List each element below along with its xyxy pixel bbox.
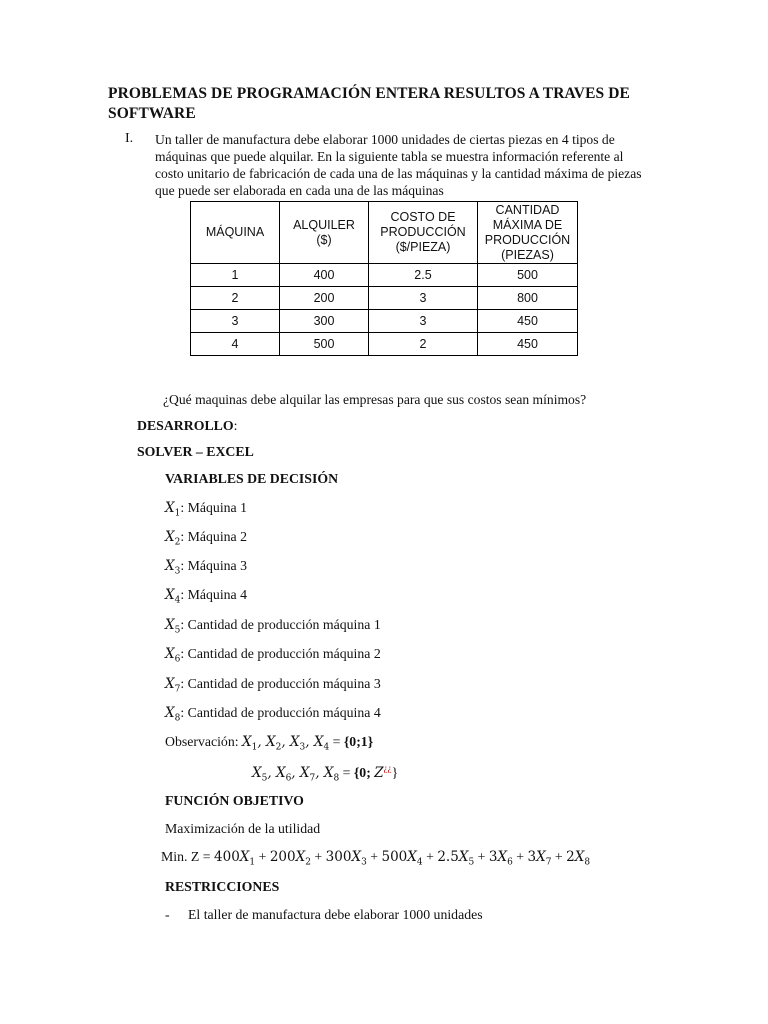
variable-item xyxy=(165,617,381,636)
variable-symbol xyxy=(165,500,181,519)
table-cell: 2 xyxy=(191,287,280,310)
objective-term: $2X_8$ xyxy=(566,849,591,868)
variable-label: : Cantidad de producción máquina 3 xyxy=(180,676,381,691)
desarrollo-colon: : xyxy=(233,418,238,433)
binary-set: {0;1} xyxy=(343,734,374,749)
variable-subscript: 4 xyxy=(174,595,181,606)
observation-vars-2: $X_5$, $X_6$, $X_7$, $X_8$ xyxy=(252,765,340,784)
desarrollo-label: DESARROLLO xyxy=(137,418,234,433)
objective-term: $200X_2$ xyxy=(269,849,311,868)
variable-symbol xyxy=(165,587,181,606)
variable-label: : Máquina 4 xyxy=(180,587,248,602)
table-cell: 200 xyxy=(280,287,369,310)
variable-symbol xyxy=(165,617,181,636)
variable-subscript: 1 xyxy=(174,508,181,519)
variable-label: : Cantidad de producción máquina 4 xyxy=(180,705,381,720)
variable-symbol xyxy=(165,646,181,665)
variable-letter: X xyxy=(165,587,175,603)
observation-line-1 xyxy=(165,734,373,753)
solver-heading: SOLVER – EXCEL xyxy=(137,444,254,459)
table-cell: 3 xyxy=(369,310,478,333)
variable-item xyxy=(165,705,381,724)
variable-item xyxy=(165,558,247,577)
variable-label: : Máquina 3 xyxy=(180,558,248,573)
integer-set-close: } xyxy=(391,765,399,780)
variable-symbol xyxy=(165,558,181,577)
desarrollo-heading xyxy=(137,418,237,434)
objective-function: Min. $Z = 400X_1 + 200X_2 + 300X_3 + 500X_4 + 2.5X_5 + 3X_6 + 3X_7 + 2X_8$ xyxy=(161,849,591,868)
term-subscript: 1 xyxy=(249,857,256,868)
variable-label: : Cantidad de producción máquina 2 xyxy=(180,646,381,661)
equals-sign: = xyxy=(332,734,341,749)
table-row xyxy=(191,287,578,310)
objective-term: $300X_3$ xyxy=(325,849,367,868)
variable-subscript: 8 xyxy=(174,713,181,724)
objective-term: $400X_1$ xyxy=(214,849,256,868)
variable-letter: X xyxy=(165,529,175,545)
variable-item xyxy=(165,646,381,665)
variable-letter: X xyxy=(165,558,175,574)
restriction-item: El taller de manufactura debe elaborar 1000 unidades xyxy=(188,907,483,922)
term-subscript: 5 xyxy=(468,857,475,868)
problem-number: I. xyxy=(125,131,134,146)
variable-subscript: 7 xyxy=(174,684,181,695)
integer-set-superscript: ¿¿ xyxy=(383,763,392,773)
integer-set-symbol: Z xyxy=(374,765,384,781)
document-title: PROBLEMAS DE PROGRAMACIÓN ENTERA RESULTOS A TRAVES DE SOFTWARE xyxy=(108,85,630,122)
question-text: ¿Qué maquinas debe alquilar las empresas para que sus costos sean mínimos? xyxy=(163,392,587,407)
observation-vars-1: $X_1$, $X_2$, $X_3$, $X_4$ xyxy=(242,734,330,753)
variable-subscript: 2 xyxy=(174,537,181,548)
header-max-production xyxy=(478,202,578,264)
table-header-row xyxy=(191,202,578,264)
objective-subtitle: Maximización de la utilidad xyxy=(165,821,321,836)
term-subscript: 3 xyxy=(361,857,367,868)
observation-line-2 xyxy=(252,763,398,784)
header-cost xyxy=(369,202,478,264)
variable-item xyxy=(165,500,247,519)
table-row xyxy=(191,264,578,287)
header-rent xyxy=(280,202,369,264)
table-cell: 3 xyxy=(369,287,478,310)
table-cell: 800 xyxy=(478,287,578,310)
variable-label: : Cantidad de producción máquina 1 xyxy=(180,617,381,632)
variable-label: : Máquina 2 xyxy=(180,529,248,544)
machine-table xyxy=(190,201,578,356)
variable-subscript: 6 xyxy=(174,654,181,665)
variable-letter: X xyxy=(165,676,175,692)
term-subscript: 4 xyxy=(416,857,423,868)
equals-sign: = xyxy=(342,765,351,780)
restriction-bullet: - xyxy=(165,907,170,922)
table-cell: 450 xyxy=(478,310,578,333)
observation-label: Observación: xyxy=(165,734,239,749)
variables-heading: VARIABLES DE DECISIÓN xyxy=(165,471,339,486)
variable-symbol xyxy=(165,676,181,695)
objective-term: $500X_4$ xyxy=(381,849,423,868)
table-cell: 500 xyxy=(478,264,578,287)
table-cell: 1 xyxy=(191,264,280,287)
variable-item xyxy=(165,676,381,695)
table-cell: 400 xyxy=(280,264,369,287)
header-rent-text: ALQUILER ($) xyxy=(293,217,355,247)
objective-term: $2.5X_5$ xyxy=(437,849,475,868)
term-subscript: 2 xyxy=(305,857,311,868)
table-cell: 2.5 xyxy=(369,264,478,287)
term-coefficient: 2 xyxy=(566,849,575,865)
variable-item xyxy=(165,587,247,606)
variable-letter: X xyxy=(165,646,175,662)
term-coefficient: 500 xyxy=(381,849,408,865)
term-coefficient: 300 xyxy=(325,849,352,865)
restrictions-heading: RESTRICCIONES xyxy=(165,879,280,894)
variable-letter: X xyxy=(165,705,175,721)
objective-term: $3X_6$ xyxy=(488,849,513,868)
variable-letter: X xyxy=(165,617,175,633)
variable-subscript: 5 xyxy=(174,625,181,636)
term-coefficient: 400 xyxy=(214,849,240,865)
table-cell: 500 xyxy=(280,333,369,356)
variable-symbol xyxy=(165,529,181,548)
variable-letter: X xyxy=(165,500,175,516)
table-cell: 300 xyxy=(280,310,369,333)
variable-item xyxy=(165,529,247,548)
objective-term: $3X_7$ xyxy=(527,849,552,868)
integer-set-open: {0; xyxy=(353,765,375,780)
table-row xyxy=(191,310,578,333)
term-coefficient: 200 xyxy=(269,849,296,865)
problem-statement: Un taller de manufactura debe elaborar 1000 unidades de ciertas piezas en 4 tipos de máquinas que puede alquilar. En la siguiente tabla se muestra información referente al costo unitario de fabricación de cada una de las máquinas y la cantidad máxima de piezas que puede ser elaborada en cada una de las máquinas xyxy=(155,132,642,198)
objective-heading: FUNCIÓN OBJETIVO xyxy=(165,793,304,808)
term-subscript: 8 xyxy=(584,857,591,868)
table-row xyxy=(191,333,578,356)
variable-symbol xyxy=(165,705,181,724)
term-subscript: 6 xyxy=(507,857,513,868)
header-machine: MÁQUINA xyxy=(191,202,280,264)
table-cell: 3 xyxy=(191,310,280,333)
header-cost-text: COSTO DE PRODUCCIÓN ($/PIEZA) xyxy=(380,210,466,254)
term-subscript: 7 xyxy=(545,857,552,868)
variable-label: : Máquina 1 xyxy=(180,500,248,515)
table-cell: 2 xyxy=(369,333,478,356)
header-max-text: CANTIDAD MÁXIMA DE PRODUCCIÓN (PIEZAS) xyxy=(484,202,571,262)
table-cell: 450 xyxy=(478,333,578,356)
objective-prefix: Min. Z = xyxy=(161,849,215,864)
term-coefficient: 3 xyxy=(488,849,498,865)
term-coefficient: 2.5 xyxy=(437,849,459,865)
term-coefficient: 3 xyxy=(527,849,537,865)
table-cell: 4 xyxy=(191,333,280,356)
variable-subscript: 3 xyxy=(174,566,181,577)
